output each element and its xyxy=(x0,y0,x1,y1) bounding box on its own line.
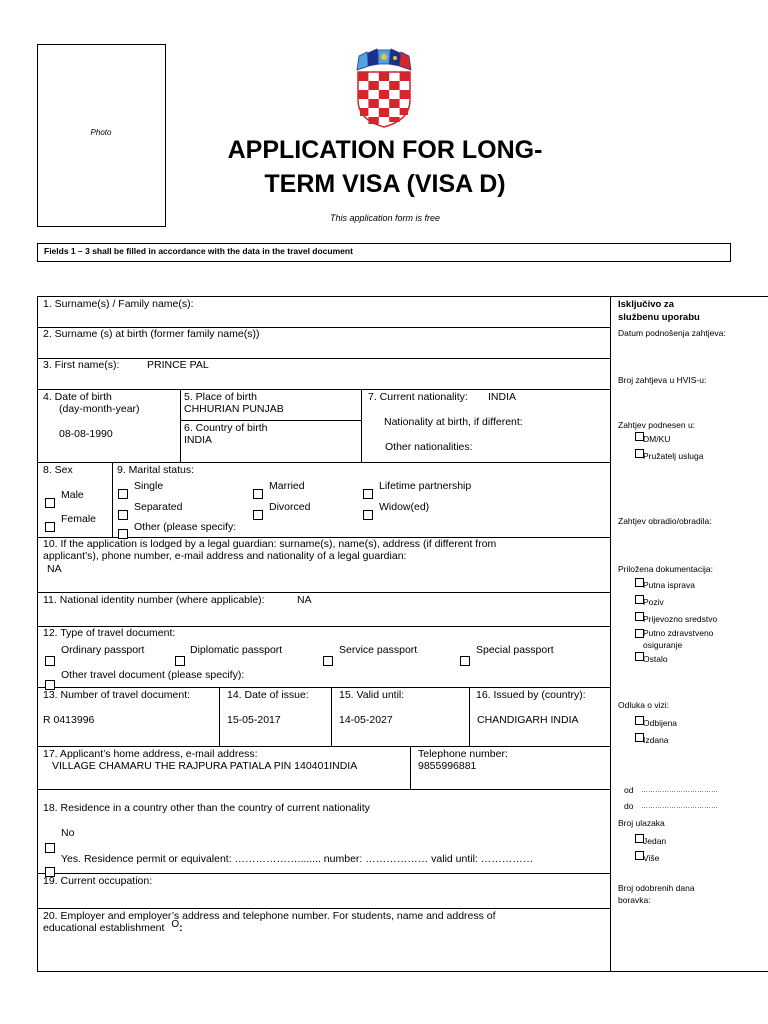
field-20-line-1: 20. Employer and employer’s address and telephone number. For students, name and address of xyxy=(43,910,496,922)
official-heading xyxy=(618,298,700,324)
official-doc-insurance-label-2: osiguranje xyxy=(643,640,683,650)
row-line xyxy=(37,687,610,688)
field-2-label: 2. Surname (s) at birth (former family name(s)) xyxy=(43,328,260,340)
official-doc-invitation-label: Poziv xyxy=(643,597,664,607)
notice-text: Fields 1 – 3 shall be filled in accordance with the data in the travel document xyxy=(44,246,353,256)
field-16-value[interactable]: CHANDIGARH INDIA xyxy=(477,714,579,726)
status-separated-checkbox[interactable] xyxy=(118,510,128,520)
field-13-label: 13. Number of travel document: xyxy=(43,689,191,701)
cell-divider xyxy=(361,389,362,462)
row-line xyxy=(37,462,610,463)
status-separated-label: Separated xyxy=(134,501,183,513)
status-divorced-checkbox[interactable] xyxy=(253,510,263,520)
status-married-label: Married xyxy=(269,480,305,492)
doc-ordinary-label: Ordinary passport xyxy=(61,644,145,656)
doc-service-label: Service passport xyxy=(339,644,418,656)
field-20-colon: : xyxy=(179,922,183,934)
phone-label: Telephone number: xyxy=(418,748,508,760)
doc-service-checkbox[interactable] xyxy=(323,656,333,666)
field-7-birth-nationality: Nationality at birth, if different: xyxy=(384,416,523,428)
doc-diplomatic-checkbox[interactable] xyxy=(175,656,185,666)
status-widow-label: Widow(ed) xyxy=(379,501,430,513)
sex-male-label: Male xyxy=(61,489,84,501)
phone-value[interactable]: 9855996881 xyxy=(418,760,477,772)
row-line xyxy=(37,908,610,909)
cell-divider xyxy=(469,687,470,746)
official-doc-insurance-label-1: Putno zdravstveno xyxy=(643,628,714,638)
field-10-line-2: applicant’s), phone number, e-mail address and nationality of a legal guardian: xyxy=(43,550,407,562)
official-to-dots[interactable]: …………………………… xyxy=(641,803,718,810)
field-3-label: 3. First name(s): xyxy=(43,359,120,371)
status-married-checkbox[interactable] xyxy=(253,489,263,499)
field-7-other-nationalities: Other nationalities: xyxy=(385,441,473,453)
cell-divider xyxy=(180,389,181,462)
official-issued-label: Izdana xyxy=(643,735,669,745)
field-6-label: 6. Country of birth xyxy=(184,422,268,434)
field-9-label: 9. Marital status: xyxy=(117,464,195,476)
field-1-label: 1. Surname(s) / Family name(s): xyxy=(43,298,194,310)
row-line xyxy=(37,358,610,359)
row-line xyxy=(37,789,610,790)
field-15-label: 15. Valid until: xyxy=(339,689,405,701)
official-heading-line-2: službenu uporabu xyxy=(618,312,700,323)
cell-divider xyxy=(410,746,411,789)
doc-diplomatic-label: Diplomatic passport xyxy=(190,644,283,656)
field-6-value[interactable]: INDIA xyxy=(184,434,213,446)
field-15-value[interactable]: 14-05-2027 xyxy=(339,714,393,726)
official-heading-line-1: Isključivo za xyxy=(618,299,674,310)
field-16-label: 16. Issued by (country): xyxy=(476,689,586,701)
official-to-label: do xyxy=(624,801,634,811)
official-provider-label: Pružatelj usluga xyxy=(643,451,704,461)
field-4-format: (day-month-year) xyxy=(59,403,140,415)
official-days-label-1: Broj odobrenih dana xyxy=(618,883,695,893)
doc-ordinary-checkbox[interactable] xyxy=(45,656,55,666)
field-10-line-1: 10. If the application is lodged by a legal guardian: surname(s), name(s), address (if different from xyxy=(43,538,497,550)
field-7-label: 7. Current nationality: xyxy=(368,391,468,403)
official-rejected-label: Odbijena xyxy=(643,718,678,728)
field-10-value[interactable]: NA xyxy=(47,563,62,575)
cell-divider xyxy=(219,687,220,746)
official-docs-label: Priložena dokumentacija: xyxy=(618,564,713,574)
field-4-label: 4. Date of birth xyxy=(43,391,112,403)
official-doc-passport-label: Putna isprava xyxy=(643,580,695,590)
field-17-label: 17. Applicant’s home address, e-mail address: xyxy=(43,748,258,760)
sex-female-label: Female xyxy=(61,513,97,525)
official-doc-other-label: Ostalo xyxy=(643,654,668,664)
official-entries-label: Broj ulazaka xyxy=(618,818,665,828)
form-free-note: This application form is free xyxy=(329,213,441,223)
official-from-dots[interactable]: …………………………… xyxy=(641,787,718,794)
title-line-1: APPLICATION FOR LONG- xyxy=(227,136,543,164)
doc-other-label: Other travel document (please specify): xyxy=(61,669,245,681)
official-dmku-label: DM/KU xyxy=(643,434,671,444)
cell-divider xyxy=(180,420,361,421)
page-title xyxy=(175,133,595,201)
cell-divider xyxy=(112,462,113,537)
status-single-checkbox[interactable] xyxy=(118,489,128,499)
photo-label: Photo xyxy=(90,128,112,137)
field-11-value[interactable]: NA xyxy=(297,594,312,606)
status-divorced-label: Divorced xyxy=(269,501,311,513)
residence-no-checkbox[interactable] xyxy=(45,843,55,853)
field-20-line-2 xyxy=(43,919,183,935)
status-partnership-label: Lifetime partnership xyxy=(379,480,472,492)
field-13-value[interactable]: R 0413996 xyxy=(43,714,95,726)
row-line xyxy=(37,746,610,747)
field-7-value[interactable]: INDIA xyxy=(488,391,517,403)
doc-special-checkbox[interactable] xyxy=(460,656,470,666)
field-18-label: 18. Residence in a country other than the country of current nationality xyxy=(43,802,370,814)
field-5-label: 5. Place of birth xyxy=(184,391,257,403)
residence-yes-label: Yes. Residence permit or equivalent: ………………........ number: ……………… valid until: …………… xyxy=(61,853,534,865)
field-4-value[interactable]: 08-08-1990 xyxy=(59,428,113,440)
row-line xyxy=(37,389,610,390)
field-14-label: 14. Date of issue: xyxy=(227,689,309,701)
field-19-label: 19. Current occupation: xyxy=(43,875,153,887)
field-3-value[interactable]: PRINCE PAL xyxy=(147,359,209,371)
official-column-divider xyxy=(610,296,611,972)
title-line-2: TERM VISA (VISA D) xyxy=(264,170,506,198)
cell-divider xyxy=(331,687,332,746)
sex-female-checkbox[interactable] xyxy=(45,522,55,532)
official-multiple-entry-label: Više xyxy=(643,853,660,863)
official-from-label: od xyxy=(624,785,634,795)
field-20-line-2-text: educational establishment xyxy=(43,922,165,934)
row-line xyxy=(37,873,610,874)
status-other-label: Other (please specify: xyxy=(134,521,237,533)
official-hvis-label: Broj zahtjeva u HVIS-u: xyxy=(618,375,707,385)
field-14-value[interactable]: 15-05-2017 xyxy=(227,714,281,726)
official-doc-transport-label: Prijevozno sredstvo xyxy=(643,614,718,624)
doc-special-label: Special passport xyxy=(476,644,554,656)
croatian-coat-of-arms-icon xyxy=(353,48,415,128)
official-decision-label: Odluka o vizi: xyxy=(618,700,670,710)
official-processed-label: Zahtjev obradio/obradila: xyxy=(618,516,712,526)
official-submitted-label: Zahtjev podnesen u: xyxy=(618,420,696,430)
field-20-mark: O xyxy=(171,919,180,930)
status-partnership-checkbox[interactable] xyxy=(363,489,373,499)
status-widow-checkbox[interactable] xyxy=(363,510,373,520)
field-5-value[interactable]: CHHURIAN PUNJAB xyxy=(184,403,284,415)
row-line xyxy=(37,592,610,593)
sex-male-checkbox[interactable] xyxy=(45,498,55,508)
official-days-label-2: boravka: xyxy=(618,895,651,905)
official-date-label: Datum podnošenja zahtjeva: xyxy=(618,328,726,338)
field-12-label: 12. Type of travel document: xyxy=(43,627,176,639)
field-11-label: 11. National identity number (where applicable): xyxy=(43,594,265,606)
official-one-entry-label: Jedan xyxy=(643,836,667,846)
residence-no-label: No xyxy=(61,827,75,839)
field-17-value[interactable]: VILLAGE CHAMARU THE RAJPURA PATIALA PIN 140401INDIA xyxy=(52,760,358,772)
status-single-label: Single xyxy=(134,480,164,492)
field-8-label: 8. Sex xyxy=(43,464,73,476)
